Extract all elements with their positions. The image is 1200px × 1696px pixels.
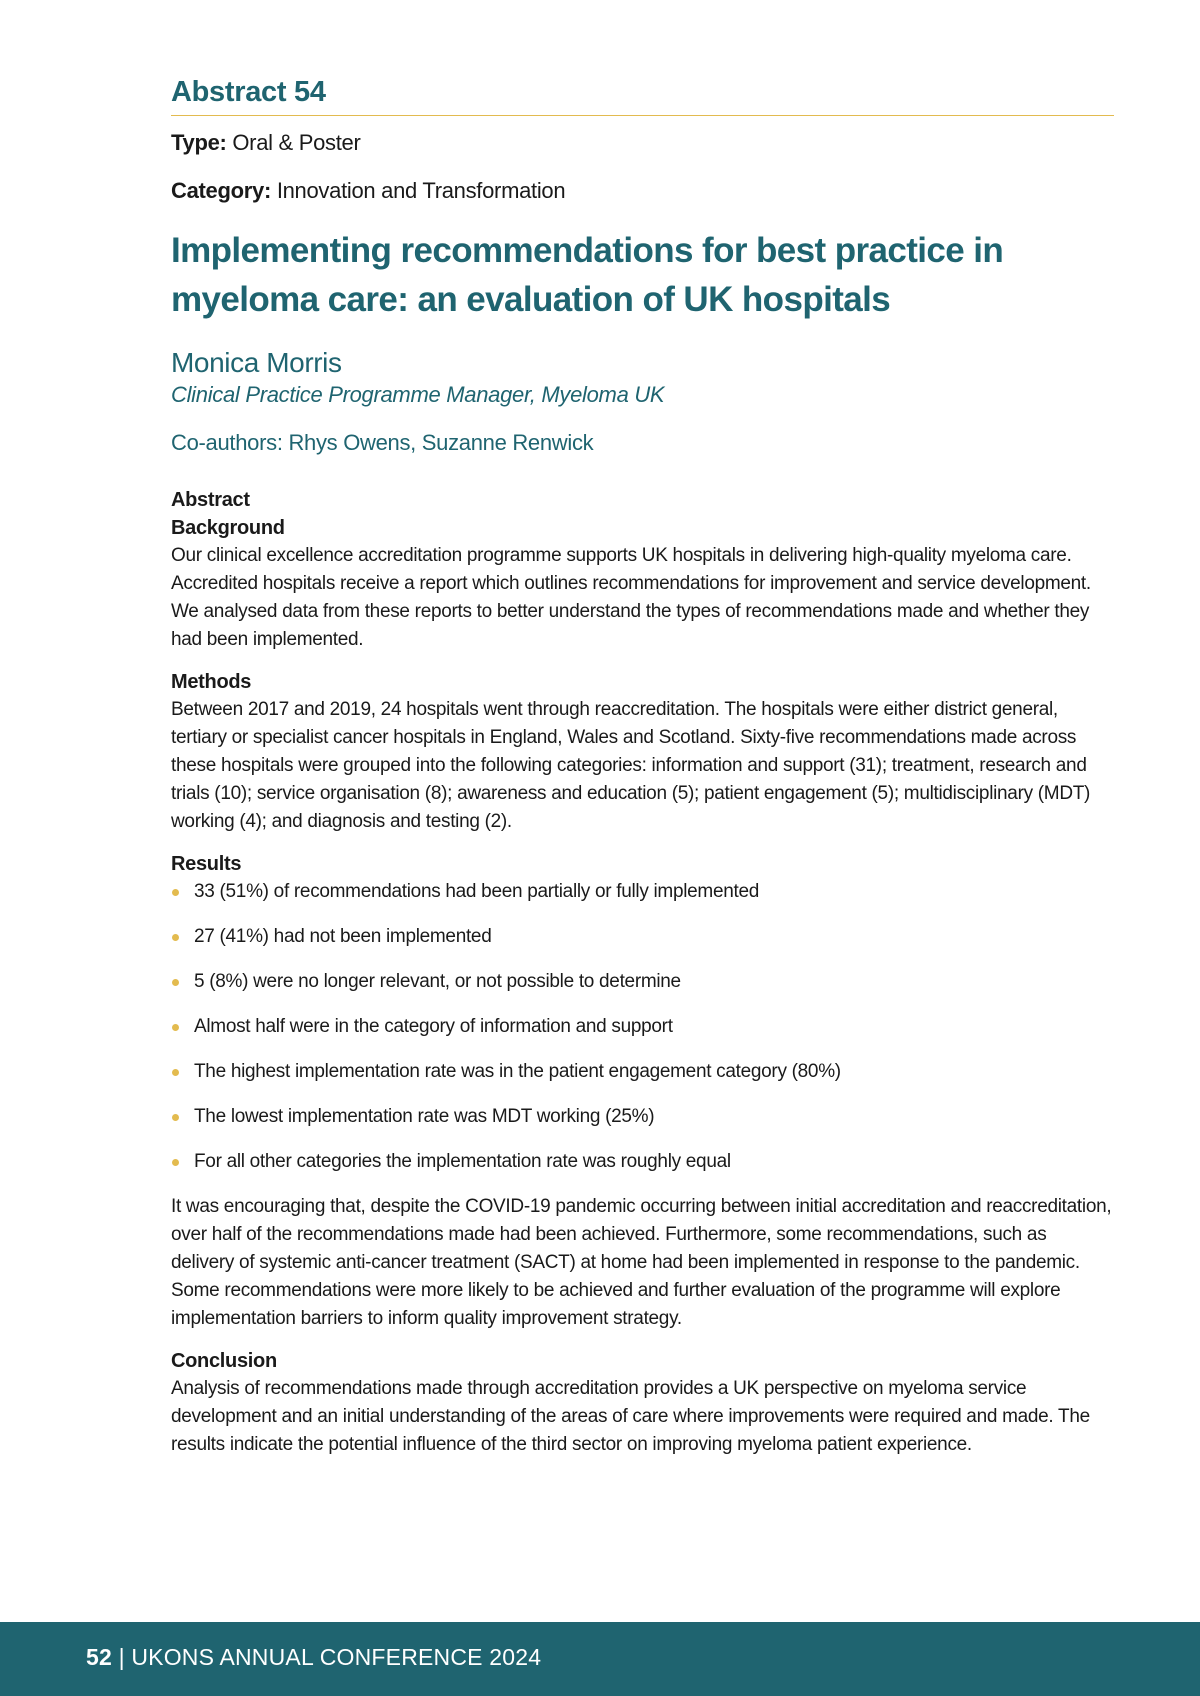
results-list [171, 878, 1114, 1176]
bullet-icon [172, 1024, 179, 1031]
list-item-text: 33 (51%) of recommendations had been partially or fully implemented [194, 881, 759, 902]
list-item [171, 968, 1114, 996]
list-item-text: 5 (8%) were no longer relevant, or not possible to determine [194, 971, 681, 992]
coauthors: Co-authors: Rhys Owens, Suzanne Renwick [171, 430, 594, 455]
conference-name: UKONS ANNUAL CONFERENCE 2024 [131, 1644, 542, 1670]
footer-text [86, 1644, 541, 1671]
page-number: 52 [86, 1644, 112, 1670]
bullet-icon [172, 979, 179, 986]
abstract-number: Abstract 54 [171, 76, 326, 108]
list-item [171, 1013, 1114, 1041]
footer-bar [0, 1622, 1200, 1696]
list-item-text: The lowest implementation rate was MDT working (25%) [194, 1106, 655, 1127]
list-item [171, 1058, 1114, 1086]
type-label: Type: [171, 130, 227, 155]
category-value: Innovation and Transformation [276, 178, 566, 203]
background-heading: Background [171, 517, 285, 539]
type-line [171, 130, 1114, 156]
results-text: It was encouraging that, despite the COVID-19 pandemic occurring between initial accreditation and reaccreditation, over half of the recommendations made had been achieved. Furthermore, some recommendations, such as delivery of systemic anti-cancer treatment (SACT) at home had been implemented in response to the pandemic. Some recommendations were more likely to be achieved and further evaluation of the programme will explore implementation barriers to inform quality improvement strategy. [171, 1196, 1112, 1329]
bullet-icon [172, 1159, 179, 1166]
title-line-1: Implementing recommendations for best practice in [171, 231, 1004, 270]
abstract-heading: Abstract [171, 489, 250, 511]
conclusion-text: Analysis of recommendations made through accreditation provides a UK perspective on myeloma service development and an initial understanding of the areas of care where improvements were required and made. The results indicate the potential influence of the third sector on improving myeloma patient experience. [171, 1378, 1090, 1455]
abstract-title [171, 226, 1114, 324]
category-label: Category: [171, 178, 271, 203]
list-item [171, 878, 1114, 906]
list-item-text: The highest implementation rate was in the patient engagement category (80%) [194, 1061, 841, 1082]
methods-text: Between 2017 and 2019, 24 hospitals went through reaccreditation. The hospitals were either district general, tertiary or specialist cancer hospitals in England, Wales and Scotland. Sixty-five recommendations made across these hospitals were grouped into the following categories: information and support (31); treatment, research and trials (10); service organisation (8); awareness and education (5); patient engagement (5); multidisciplinary (MDT) working (4); and diagnosis and testing (2). [171, 699, 1091, 832]
list-item-text: For all other categories the implementation rate was roughly equal [194, 1151, 731, 1172]
title-line-2: myeloma care: an evaluation of UK hospitals [171, 280, 891, 319]
list-item-text: Almost half were in the category of information and support [194, 1016, 673, 1037]
footer-separator: | [111, 1644, 132, 1670]
results-heading: Results [171, 853, 242, 875]
conclusion-heading: Conclusion [171, 1350, 277, 1372]
category-line [171, 178, 1114, 204]
divider [171, 115, 1114, 116]
list-item-text: 27 (41%) had not been implemented [194, 926, 492, 947]
bullet-icon [172, 934, 179, 941]
list-item [171, 1103, 1114, 1131]
bullet-icon [172, 1114, 179, 1121]
list-item [171, 923, 1114, 951]
bullet-icon [172, 889, 179, 896]
methods-heading: Methods [171, 671, 252, 693]
author-role: Clinical Practice Programme Manager, Myeloma UK [171, 382, 665, 407]
background-text: Our clinical excellence accreditation programme supports UK hospitals in delivering high-quality myeloma care. Accredited hospitals receive a report which outlines recommendations for improvement and service development. We analysed data from these reports to better understand the types of recommendations made and whether they had been implemented. [171, 545, 1091, 650]
bullet-icon [172, 1069, 179, 1076]
list-item [171, 1148, 1114, 1176]
abstract-page [171, 76, 1114, 1473]
type-value: Oral & Poster [232, 130, 361, 155]
author-name: Monica Morris [171, 347, 342, 378]
